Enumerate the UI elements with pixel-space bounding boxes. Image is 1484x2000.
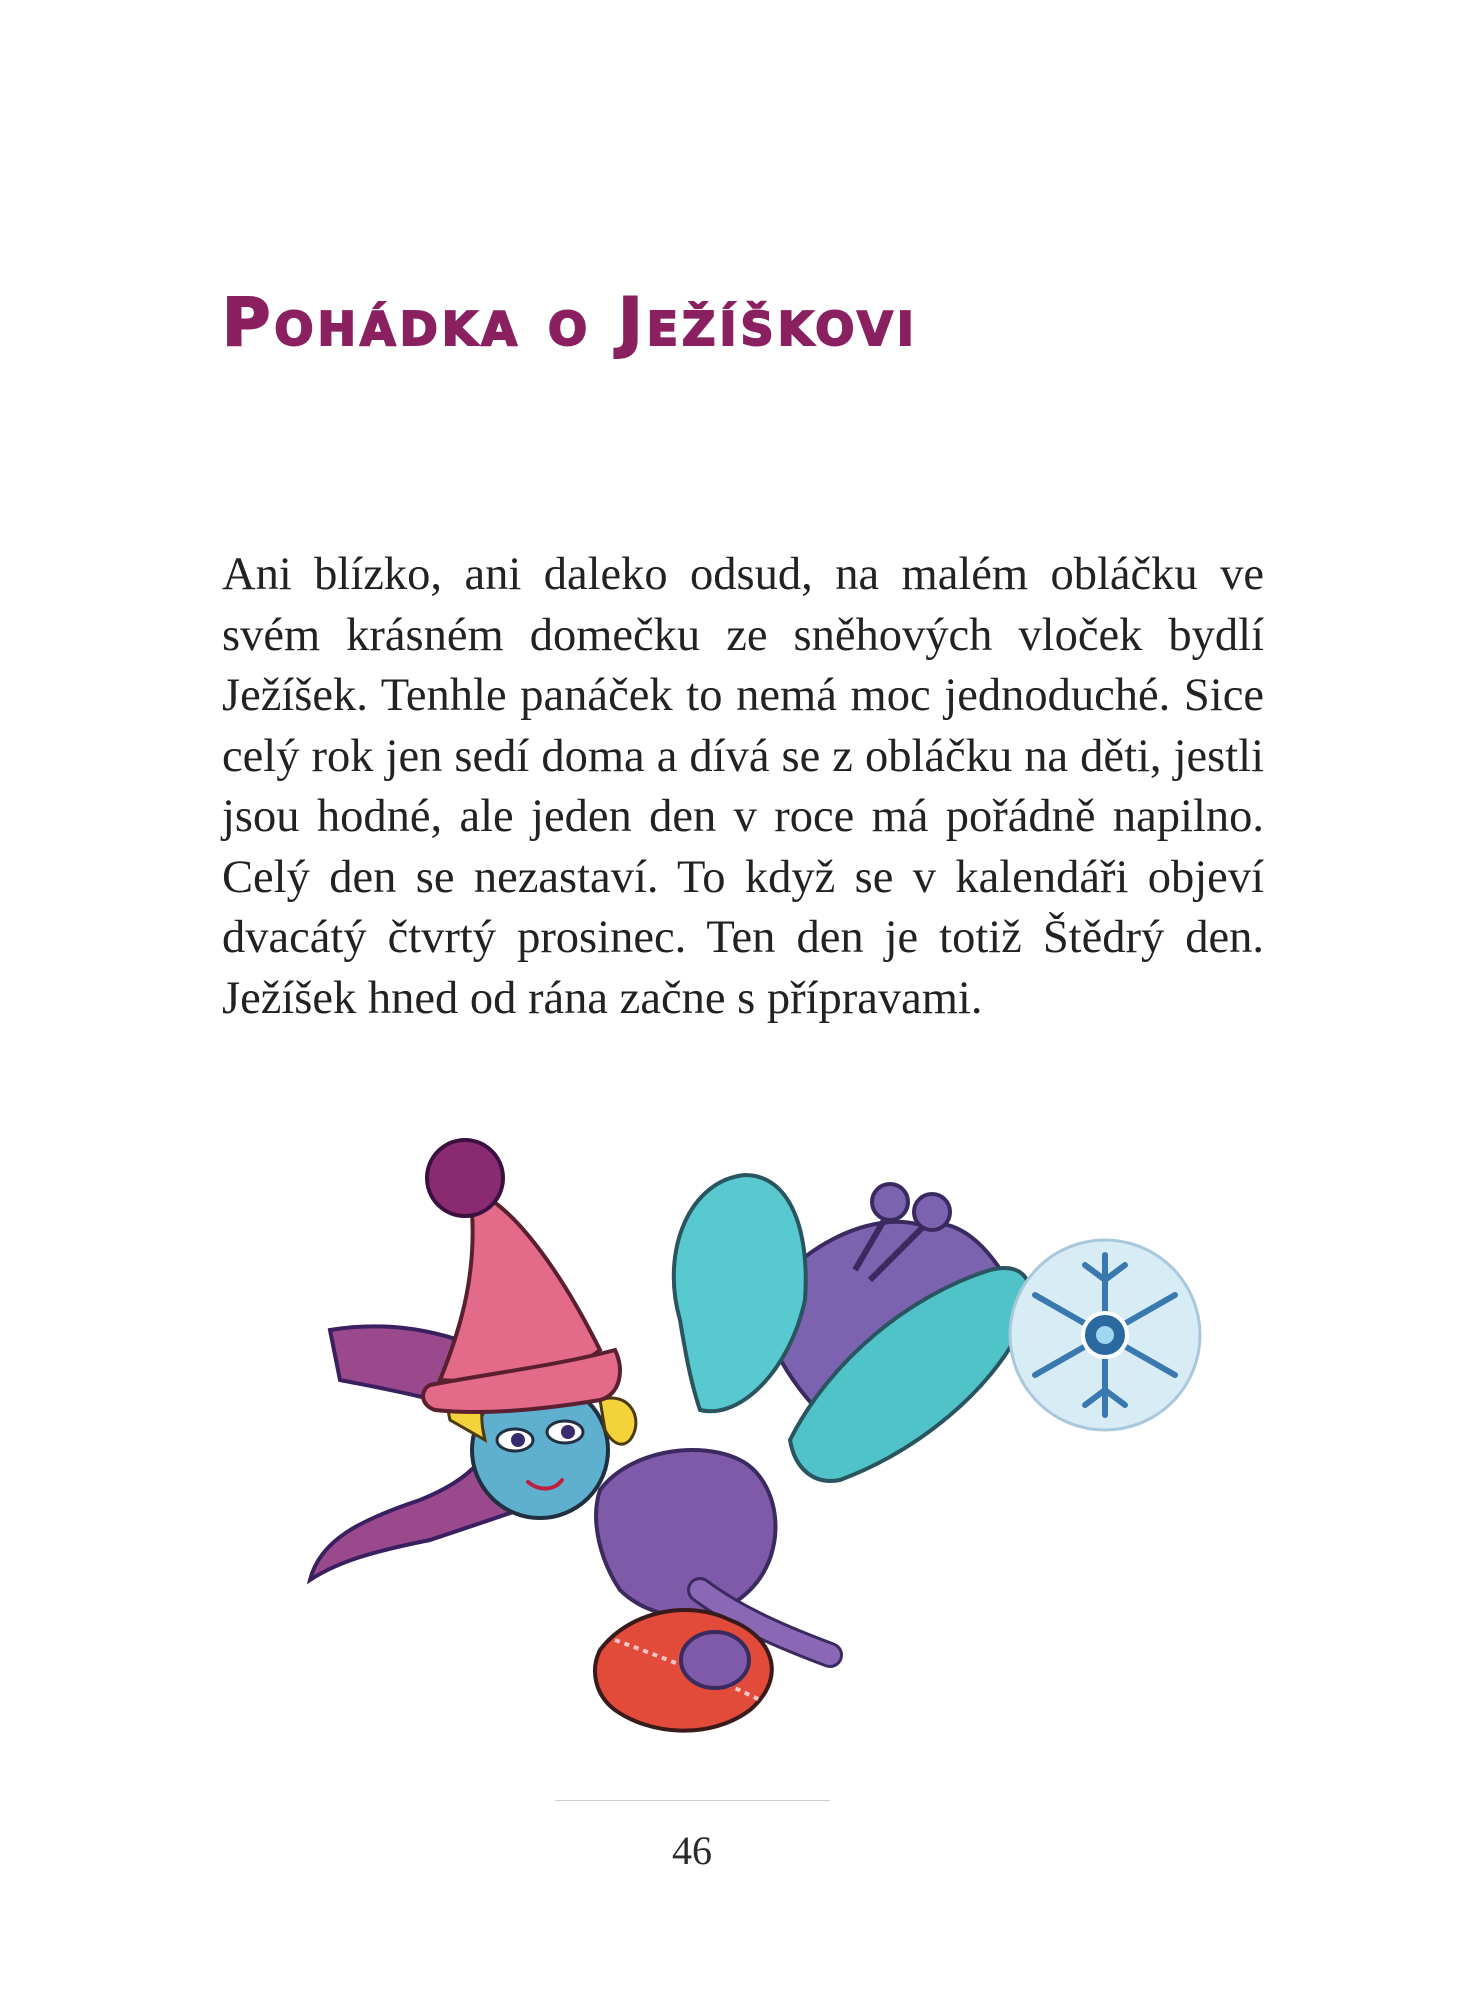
page-number: 46 [672,1828,712,1873]
jeziskek-illustration [270,1120,1230,1760]
upper-wing [674,1175,806,1411]
chapter-title: Pohádka o Ježíškovi [222,284,918,361]
story-paragraph: Ani blízko, ani daleko odsud, na malém obláčku ve svém krásném domečku ze sněhových vloček bydlí Ježíšek. Tenhle panáček to nemá moc jednoduché. Sice celý rok jen sedí doma a dívá se z obláčku na děti, jestli jsou hodné, ale jeden den v roce má pořádně napilno. Celý den se nezastaví. To když se v kalendáři objeví dvacátý čtvrtý prosinec. Ten den je totiž Štědrý den. Ježíšek hned od rána začne s přípravami. [222,549,1264,1024]
footer-divider [555,1800,830,1801]
body [596,1450,775,1616]
snowflake-ball [1010,1240,1200,1430]
glove [681,1632,749,1688]
hat [440,1190,600,1381]
pompom [427,1140,503,1216]
